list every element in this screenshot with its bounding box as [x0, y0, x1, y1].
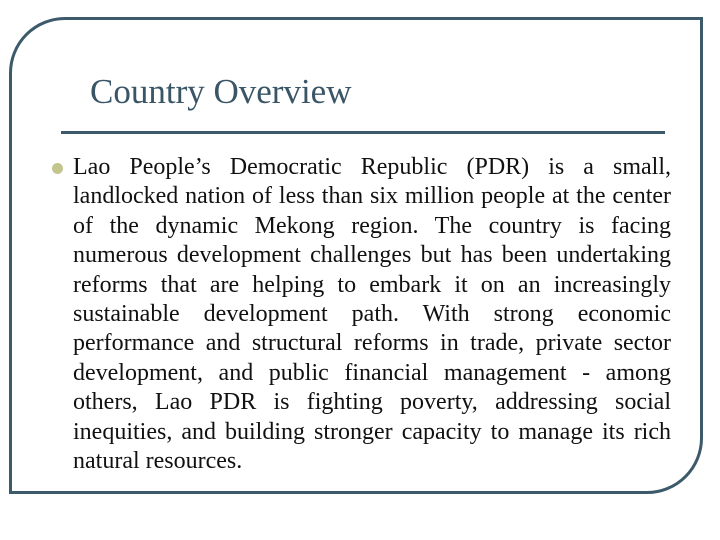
bullet-dot-icon — [52, 163, 63, 174]
bullet-text: Lao People’s Democratic Republic (PDR) is a small, landlocked nation of less than six million people at the center of the dynamic Mekong region. The country is facing numerous development challenges but has been undertaking reforms that are helping to embark it on an increasingly sustainable development path. With strong economic performance and structural reforms in trade, private sector development, and public financial management - among others, Lao PDR is fighting poverty, addressing social inequities, and building stronger capacity to manage its rich natural resources. — [73, 154, 671, 475]
slide-title: Country Overview — [90, 72, 352, 111]
title-divider — [61, 131, 665, 134]
